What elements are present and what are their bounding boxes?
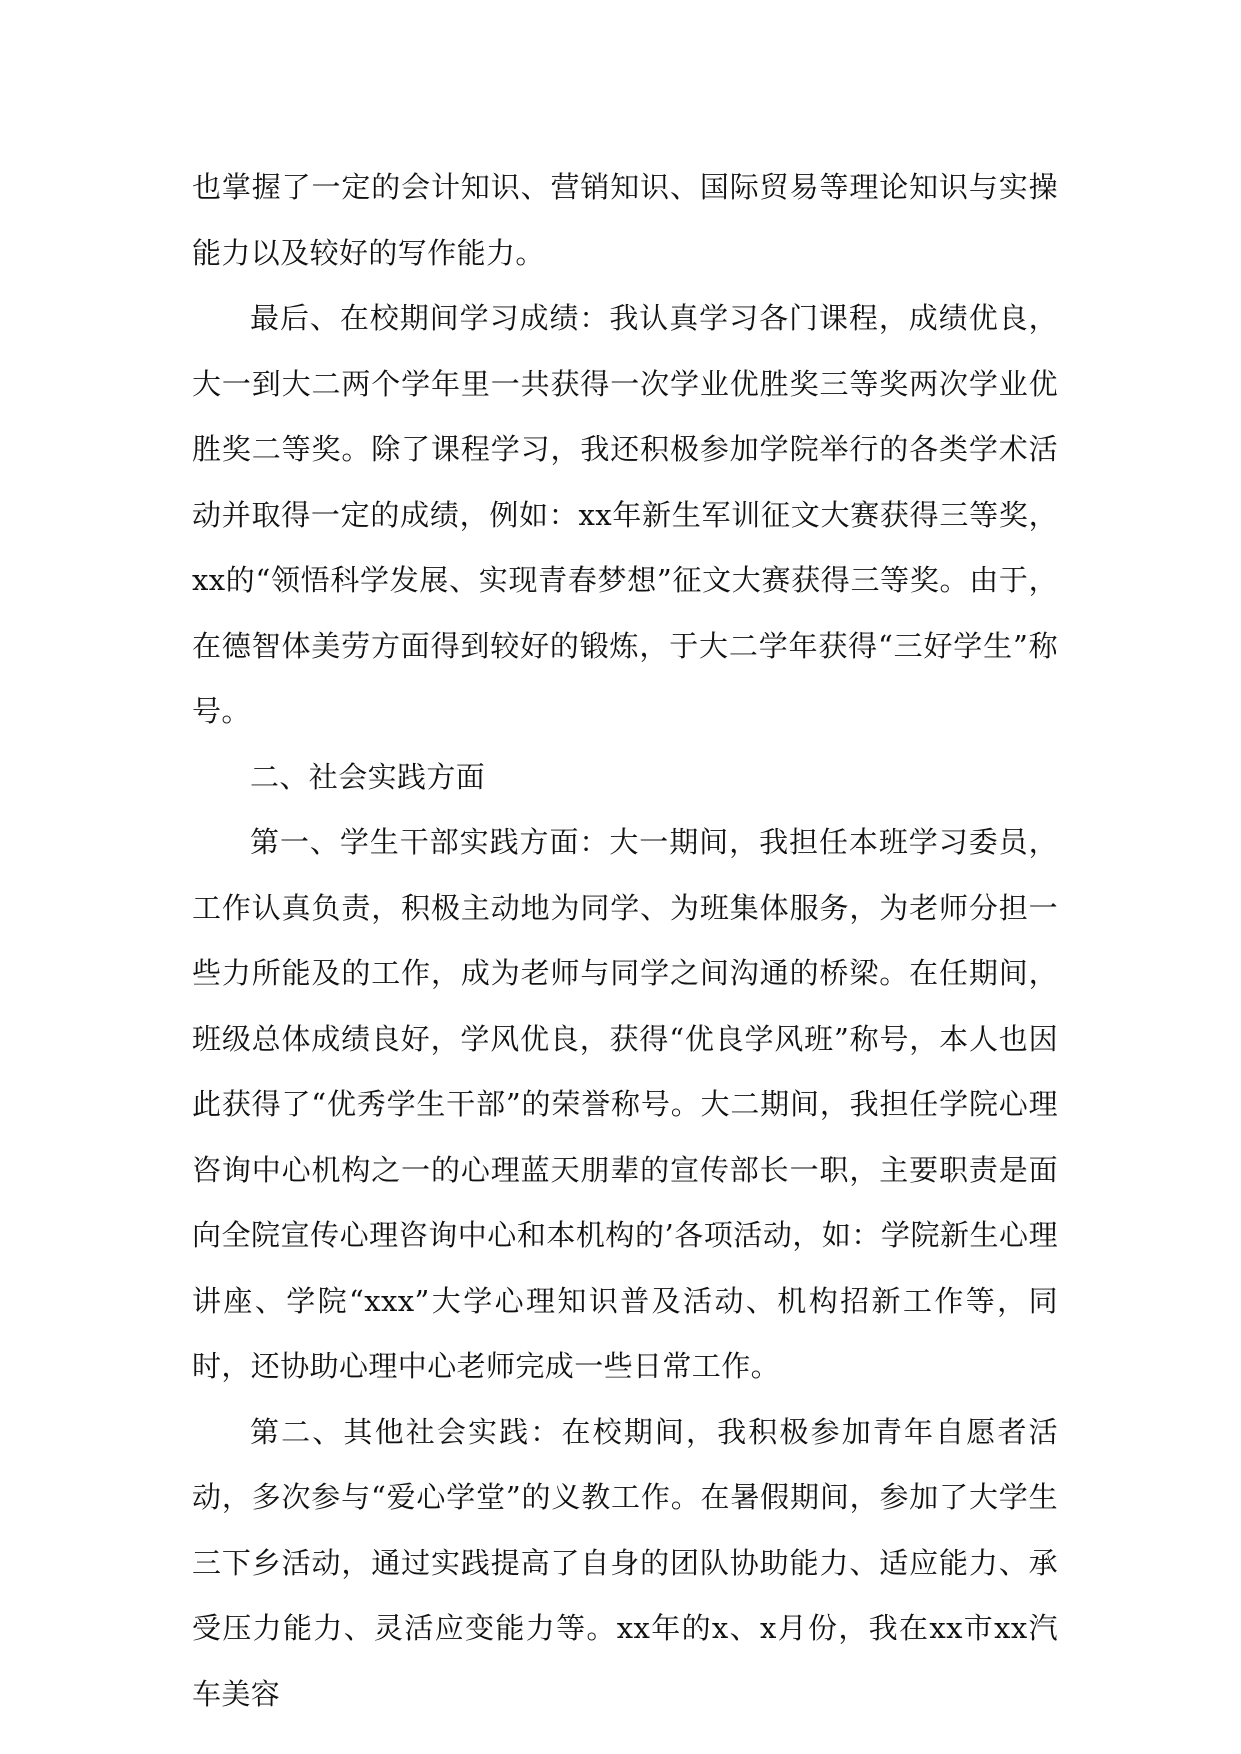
paragraph-student-cadre-practice: 第一、学生干部实践方面：大一期间，我担任本班学习委员，工作认真负责，积极主动地为同学、为班集体服务，为老师分担一些力所能及的工作，成为老师与同学之间沟通的桥梁。在任期间，班级总体成绩良好，学风优良，获得“优良学风班”称号，本人也因此获得了“优秀学生干部”的荣誉称号。大二期间，我担任学院心理咨询中心机构之一的心理蓝天朋辈的宣传部长一职，主要职责是面向全院宣传心理咨询中心和本机构的’各项活动，如：学院新生心理讲座、学院“xxx”大学心理知识普及活动、机构招新工作等，同时，还协助心理中心老师完成一些日常工作。: [192, 825, 1058, 1383]
paragraph-academic-results: 最后、在校期间学习成绩：我认真学习各门课程，成绩优良，大一到大二两个学年里一共获得一次学业优胜奖三等奖两次学业优胜奖二等奖。除了课程学习，我还积极参加学院举行的各类学术活动并取得一定的成绩，例如：xx年新生军训征文大赛获得三等奖，xx的“领悟科学发展、实现青春梦想”征文大赛获得三等奖。由于，在德智体美劳方面得到较好的锻炼，于大二学年获得“三好学生”称号。: [192, 301, 1058, 728]
paragraph-continuation: 也掌握了一定的会计知识、营销知识、国际贸易等理论知识与实操能力以及较好的写作能力。: [192, 170, 1058, 270]
document-body: [192, 155, 1058, 1727]
section-heading-social-practice: 二、社会实践方面: [250, 759, 486, 794]
paragraph-other-social-practice: 第二、其他社会实践：在校期间，我积极参加青年自愿者活动，多次参与“爱心学堂”的义教工作。在暑假期间，参加了大学生三下乡活动，通过实践提高了自身的团队协助能力、适应能力、承受压力能力、灵活应变能力等。xx年的x、x月份，我在xx市xx汽车美容: [192, 1414, 1058, 1711]
